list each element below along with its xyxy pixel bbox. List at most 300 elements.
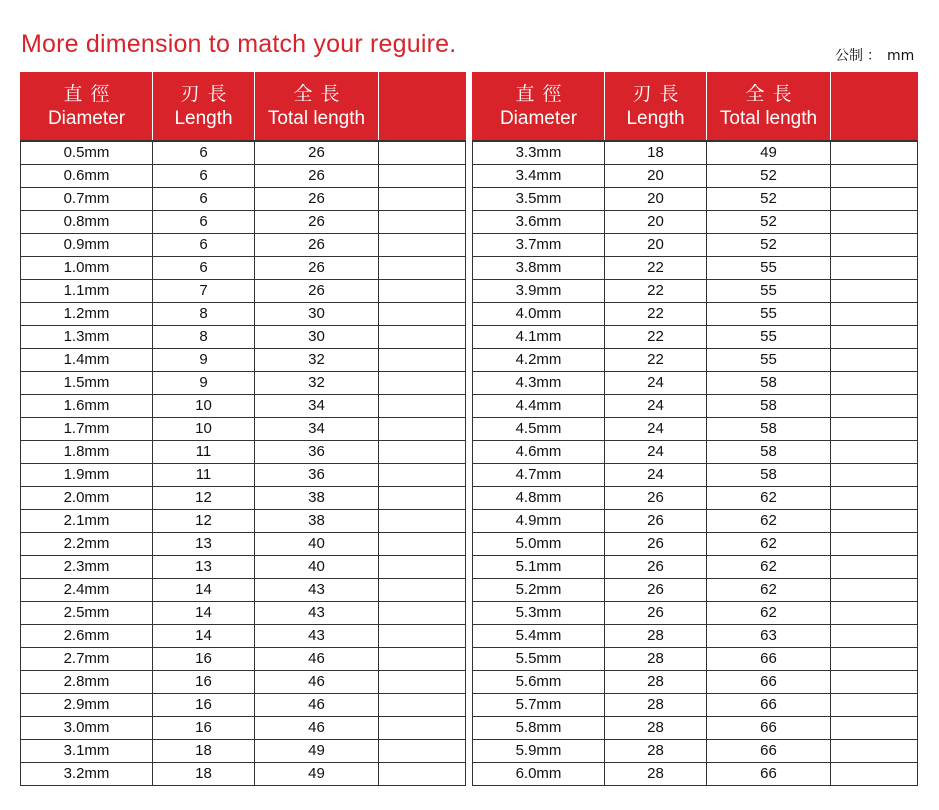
cell-diameter: 1.5mm xyxy=(21,372,153,395)
cell-diameter: 3.7mm xyxy=(473,234,605,257)
cell-diameter: 0.6mm xyxy=(21,165,153,188)
table-row xyxy=(473,349,918,372)
cell-length: 22 xyxy=(605,280,707,303)
cell-total-length: 34 xyxy=(255,395,379,418)
cell-length: 18 xyxy=(153,763,255,786)
cell-diameter: 2.8mm xyxy=(21,671,153,694)
table-row xyxy=(473,671,918,694)
table-row xyxy=(473,579,918,602)
cell-total-length: 26 xyxy=(255,211,379,234)
cell-total-length: 26 xyxy=(255,141,379,165)
cell-blank xyxy=(831,694,918,717)
cell-length: 16 xyxy=(153,717,255,740)
cell-total-length: 26 xyxy=(255,257,379,280)
cell-length: 22 xyxy=(605,326,707,349)
cell-diameter: 4.7mm xyxy=(473,464,605,487)
cell-total-length: 58 xyxy=(707,441,831,464)
cell-blank xyxy=(379,372,466,395)
table-row xyxy=(21,441,466,464)
table-row xyxy=(21,464,466,487)
cell-total-length: 40 xyxy=(255,533,379,556)
header-blank xyxy=(379,73,466,142)
cell-diameter: 3.8mm xyxy=(473,257,605,280)
cell-length: 6 xyxy=(153,234,255,257)
table-row xyxy=(473,234,918,257)
cell-length: 26 xyxy=(605,556,707,579)
cell-blank xyxy=(379,234,466,257)
cell-diameter: 3.9mm xyxy=(473,280,605,303)
header-diameter xyxy=(21,73,153,142)
cell-diameter: 5.6mm xyxy=(473,671,605,694)
cell-blank xyxy=(831,395,918,418)
cell-diameter: 2.4mm xyxy=(21,579,153,602)
cell-blank xyxy=(831,211,918,234)
cell-length: 26 xyxy=(605,579,707,602)
cell-total-length: 52 xyxy=(707,211,831,234)
cell-diameter: 0.9mm xyxy=(21,234,153,257)
cell-blank xyxy=(379,211,466,234)
cell-total-length: 55 xyxy=(707,280,831,303)
cell-total-length: 66 xyxy=(707,717,831,740)
cell-length: 24 xyxy=(605,418,707,441)
cell-total-length: 34 xyxy=(255,418,379,441)
cell-diameter: 1.9mm xyxy=(21,464,153,487)
cell-length: 13 xyxy=(153,556,255,579)
unit-note xyxy=(835,45,914,65)
cell-diameter: 2.5mm xyxy=(21,602,153,625)
cell-diameter: 0.8mm xyxy=(21,211,153,234)
cell-blank xyxy=(831,234,918,257)
cell-total-length: 46 xyxy=(255,648,379,671)
cell-length: 28 xyxy=(605,625,707,648)
cell-blank xyxy=(379,579,466,602)
cell-blank xyxy=(379,326,466,349)
cell-length: 10 xyxy=(153,395,255,418)
table-row xyxy=(473,280,918,303)
cell-diameter: 2.1mm xyxy=(21,510,153,533)
cell-diameter: 1.4mm xyxy=(21,349,153,372)
cell-total-length: 32 xyxy=(255,349,379,372)
cell-length: 18 xyxy=(153,740,255,763)
cell-diameter: 3.4mm xyxy=(473,165,605,188)
cell-total-length: 62 xyxy=(707,487,831,510)
cell-diameter: 4.3mm xyxy=(473,372,605,395)
cell-blank xyxy=(379,395,466,418)
header-zh: 全長 xyxy=(745,82,800,105)
cell-diameter: 2.0mm xyxy=(21,487,153,510)
header-length xyxy=(153,73,255,142)
cell-total-length: 26 xyxy=(255,234,379,257)
cell-diameter: 2.7mm xyxy=(21,648,153,671)
cell-total-length: 52 xyxy=(707,188,831,211)
cell-total-length: 52 xyxy=(707,165,831,188)
cell-blank xyxy=(831,671,918,694)
table-row xyxy=(473,602,918,625)
table-body xyxy=(21,141,466,786)
table-row xyxy=(21,303,466,326)
cell-total-length: 46 xyxy=(255,717,379,740)
cell-total-length: 49 xyxy=(707,141,831,165)
table-row xyxy=(473,188,918,211)
cell-length: 28 xyxy=(605,671,707,694)
cell-total-length: 49 xyxy=(255,763,379,786)
cell-total-length: 62 xyxy=(707,556,831,579)
table-row xyxy=(473,372,918,395)
cell-diameter: 2.6mm xyxy=(21,625,153,648)
cell-length: 6 xyxy=(153,188,255,211)
header-blank xyxy=(831,73,918,142)
cell-diameter: 5.0mm xyxy=(473,533,605,556)
table-row xyxy=(21,211,466,234)
cell-total-length: 26 xyxy=(255,188,379,211)
table-header xyxy=(21,73,466,142)
cell-diameter: 5.3mm xyxy=(473,602,605,625)
cell-blank xyxy=(831,717,918,740)
cell-blank xyxy=(379,280,466,303)
cell-length: 24 xyxy=(605,464,707,487)
cell-blank xyxy=(379,625,466,648)
table-header xyxy=(473,73,918,142)
cell-blank xyxy=(379,533,466,556)
header-en: Length xyxy=(626,107,685,129)
cell-diameter: 1.7mm xyxy=(21,418,153,441)
header-zh: 全長 xyxy=(293,82,348,105)
table-row xyxy=(21,395,466,418)
cell-length: 11 xyxy=(153,464,255,487)
cell-diameter: 0.5mm xyxy=(21,141,153,165)
table-row xyxy=(473,740,918,763)
cell-total-length: 55 xyxy=(707,303,831,326)
cell-diameter: 2.9mm xyxy=(21,694,153,717)
cell-diameter: 4.8mm xyxy=(473,487,605,510)
table-row xyxy=(473,648,918,671)
cell-length: 22 xyxy=(605,349,707,372)
table-row xyxy=(21,372,466,395)
cell-length: 26 xyxy=(605,487,707,510)
cell-diameter: 3.2mm xyxy=(21,763,153,786)
header-en: Total length xyxy=(267,107,366,129)
table-row xyxy=(21,579,466,602)
cell-length: 8 xyxy=(153,326,255,349)
cell-blank xyxy=(831,579,918,602)
cell-blank xyxy=(379,257,466,280)
cell-length: 11 xyxy=(153,441,255,464)
cell-total-length: 63 xyxy=(707,625,831,648)
cell-total-length: 30 xyxy=(255,303,379,326)
table-row xyxy=(21,694,466,717)
cell-blank xyxy=(831,763,918,786)
table-row xyxy=(473,510,918,533)
table-row xyxy=(473,165,918,188)
table-row xyxy=(473,303,918,326)
cell-length: 26 xyxy=(605,533,707,556)
cell-total-length: 62 xyxy=(707,510,831,533)
header-total-length xyxy=(255,73,379,142)
cell-diameter: 5.5mm xyxy=(473,648,605,671)
cell-diameter: 6.0mm xyxy=(473,763,605,786)
cell-length: 26 xyxy=(605,602,707,625)
table-row xyxy=(473,717,918,740)
table-row xyxy=(473,625,918,648)
cell-blank xyxy=(831,464,918,487)
dimension-table-left xyxy=(20,72,466,786)
cell-total-length: 40 xyxy=(255,556,379,579)
cell-diameter: 2.3mm xyxy=(21,556,153,579)
header-length xyxy=(605,73,707,142)
cell-diameter: 4.2mm xyxy=(473,349,605,372)
unit-value: mm xyxy=(887,48,915,64)
cell-length: 12 xyxy=(153,510,255,533)
cell-diameter: 1.1mm xyxy=(21,280,153,303)
cell-total-length: 30 xyxy=(255,326,379,349)
cell-length: 9 xyxy=(153,372,255,395)
cell-diameter: 0.7mm xyxy=(21,188,153,211)
cell-blank xyxy=(379,441,466,464)
cell-diameter: 4.4mm xyxy=(473,395,605,418)
cell-total-length: 36 xyxy=(255,464,379,487)
table-row xyxy=(473,533,918,556)
cell-diameter: 5.9mm xyxy=(473,740,605,763)
cell-blank xyxy=(831,441,918,464)
table-row xyxy=(21,326,466,349)
cell-total-length: 62 xyxy=(707,533,831,556)
unit-label: 公制 xyxy=(835,48,863,64)
cell-length: 14 xyxy=(153,602,255,625)
table-row xyxy=(21,349,466,372)
header-en: Length xyxy=(174,107,233,129)
cell-blank xyxy=(831,188,918,211)
cell-length: 20 xyxy=(605,165,707,188)
table-row xyxy=(21,671,466,694)
table-row xyxy=(21,487,466,510)
cell-blank xyxy=(831,349,918,372)
cell-length: 28 xyxy=(605,717,707,740)
table-row xyxy=(21,234,466,257)
table-row xyxy=(473,464,918,487)
table-row xyxy=(21,648,466,671)
cell-blank xyxy=(831,141,918,165)
table-row xyxy=(473,326,918,349)
cell-diameter: 1.3mm xyxy=(21,326,153,349)
header-en: Diameter xyxy=(499,107,578,129)
cell-total-length: 43 xyxy=(255,579,379,602)
cell-total-length: 66 xyxy=(707,763,831,786)
table-row xyxy=(473,694,918,717)
table-row xyxy=(473,441,918,464)
cell-length: 24 xyxy=(605,395,707,418)
cell-total-length: 38 xyxy=(255,487,379,510)
table-row xyxy=(21,165,466,188)
header-diameter xyxy=(473,73,605,142)
cell-length: 22 xyxy=(605,257,707,280)
cell-blank xyxy=(379,556,466,579)
cell-length: 16 xyxy=(153,648,255,671)
cell-blank xyxy=(831,303,918,326)
cell-total-length: 58 xyxy=(707,418,831,441)
table-row xyxy=(473,763,918,786)
cell-blank xyxy=(379,188,466,211)
cell-diameter: 2.2mm xyxy=(21,533,153,556)
cell-blank xyxy=(831,625,918,648)
cell-length: 7 xyxy=(153,280,255,303)
table-row xyxy=(21,740,466,763)
cell-diameter: 3.3mm xyxy=(473,141,605,165)
cell-blank xyxy=(831,487,918,510)
cell-blank xyxy=(379,418,466,441)
header-zh: 直徑 xyxy=(63,82,118,105)
cell-diameter: 4.5mm xyxy=(473,418,605,441)
cell-total-length: 66 xyxy=(707,740,831,763)
table-row xyxy=(473,487,918,510)
cell-length: 12 xyxy=(153,487,255,510)
cell-blank xyxy=(379,303,466,326)
cell-blank xyxy=(379,717,466,740)
table-row xyxy=(21,510,466,533)
cell-length: 6 xyxy=(153,141,255,165)
cell-total-length: 32 xyxy=(255,372,379,395)
table-row xyxy=(473,418,918,441)
cell-total-length: 52 xyxy=(707,234,831,257)
cell-total-length: 66 xyxy=(707,648,831,671)
cell-blank xyxy=(831,418,918,441)
table-row xyxy=(21,763,466,786)
cell-blank xyxy=(379,165,466,188)
cell-length: 13 xyxy=(153,533,255,556)
cell-length: 14 xyxy=(153,579,255,602)
cell-diameter: 1.0mm xyxy=(21,257,153,280)
table-row xyxy=(473,211,918,234)
cell-diameter: 1.6mm xyxy=(21,395,153,418)
cell-blank xyxy=(379,464,466,487)
cell-total-length: 36 xyxy=(255,441,379,464)
page-title: More dimension to match your reguire. xyxy=(21,30,457,58)
cell-total-length: 55 xyxy=(707,257,831,280)
cell-total-length: 58 xyxy=(707,464,831,487)
cell-diameter: 5.8mm xyxy=(473,717,605,740)
header-total-length xyxy=(707,73,831,142)
cell-total-length: 55 xyxy=(707,326,831,349)
cell-total-length: 62 xyxy=(707,602,831,625)
table-row xyxy=(473,556,918,579)
cell-diameter: 3.6mm xyxy=(473,211,605,234)
header-zh: 直徑 xyxy=(515,82,570,105)
cell-length: 8 xyxy=(153,303,255,326)
cell-length: 6 xyxy=(153,165,255,188)
table-row xyxy=(473,395,918,418)
cell-total-length: 66 xyxy=(707,694,831,717)
table-row xyxy=(21,280,466,303)
table-row xyxy=(21,717,466,740)
cell-diameter: 5.2mm xyxy=(473,579,605,602)
cell-length: 20 xyxy=(605,211,707,234)
cell-total-length: 66 xyxy=(707,671,831,694)
cell-blank xyxy=(379,349,466,372)
cell-length: 28 xyxy=(605,648,707,671)
dimension-table-right xyxy=(472,72,918,786)
cell-blank xyxy=(379,602,466,625)
header-zh: 刃長 xyxy=(180,82,235,105)
cell-length: 9 xyxy=(153,349,255,372)
table-body xyxy=(473,141,918,786)
cell-blank xyxy=(831,165,918,188)
cell-total-length: 55 xyxy=(707,349,831,372)
cell-length: 18 xyxy=(605,141,707,165)
cell-diameter: 4.6mm xyxy=(473,441,605,464)
cell-length: 24 xyxy=(605,441,707,464)
cell-blank xyxy=(831,740,918,763)
cell-length: 16 xyxy=(153,671,255,694)
cell-length: 6 xyxy=(153,257,255,280)
cell-length: 20 xyxy=(605,188,707,211)
cell-total-length: 43 xyxy=(255,625,379,648)
cell-blank xyxy=(831,326,918,349)
cell-total-length: 26 xyxy=(255,165,379,188)
cell-diameter: 5.4mm xyxy=(473,625,605,648)
cell-blank xyxy=(379,671,466,694)
header-en: Diameter xyxy=(47,107,126,129)
cell-diameter: 3.5mm xyxy=(473,188,605,211)
cell-diameter: 5.1mm xyxy=(473,556,605,579)
table-row xyxy=(21,141,466,165)
cell-length: 16 xyxy=(153,694,255,717)
cell-blank xyxy=(831,372,918,395)
table-row xyxy=(21,625,466,648)
cell-blank xyxy=(379,510,466,533)
cell-diameter: 5.7mm xyxy=(473,694,605,717)
cell-total-length: 58 xyxy=(707,395,831,418)
cell-total-length: 43 xyxy=(255,602,379,625)
table-row xyxy=(473,141,918,165)
cell-diameter: 1.2mm xyxy=(21,303,153,326)
table-row xyxy=(21,533,466,556)
cell-length: 24 xyxy=(605,372,707,395)
cell-blank xyxy=(831,648,918,671)
cell-blank xyxy=(379,694,466,717)
cell-blank xyxy=(379,648,466,671)
cell-blank xyxy=(831,257,918,280)
cell-blank xyxy=(379,141,466,165)
table-row xyxy=(473,257,918,280)
cell-length: 22 xyxy=(605,303,707,326)
cell-diameter: 1.8mm xyxy=(21,441,153,464)
table-row xyxy=(21,602,466,625)
table-row xyxy=(21,556,466,579)
table-row xyxy=(21,188,466,211)
cell-total-length: 58 xyxy=(707,372,831,395)
cell-diameter: 3.1mm xyxy=(21,740,153,763)
cell-total-length: 26 xyxy=(255,280,379,303)
cell-total-length: 38 xyxy=(255,510,379,533)
cell-total-length: 46 xyxy=(255,671,379,694)
cell-total-length: 49 xyxy=(255,740,379,763)
cell-blank xyxy=(379,763,466,786)
cell-blank xyxy=(831,280,918,303)
cell-length: 10 xyxy=(153,418,255,441)
cell-blank xyxy=(379,740,466,763)
header-zh: 刃長 xyxy=(632,82,687,105)
unit-colon: ： xyxy=(867,48,881,64)
cell-blank xyxy=(379,487,466,510)
cell-length: 28 xyxy=(605,763,707,786)
cell-diameter: 4.1mm xyxy=(473,326,605,349)
cell-length: 28 xyxy=(605,740,707,763)
cell-length: 6 xyxy=(153,211,255,234)
cell-blank xyxy=(831,556,918,579)
table-row xyxy=(21,257,466,280)
cell-length: 26 xyxy=(605,510,707,533)
cell-diameter: 4.9mm xyxy=(473,510,605,533)
cell-length: 20 xyxy=(605,234,707,257)
